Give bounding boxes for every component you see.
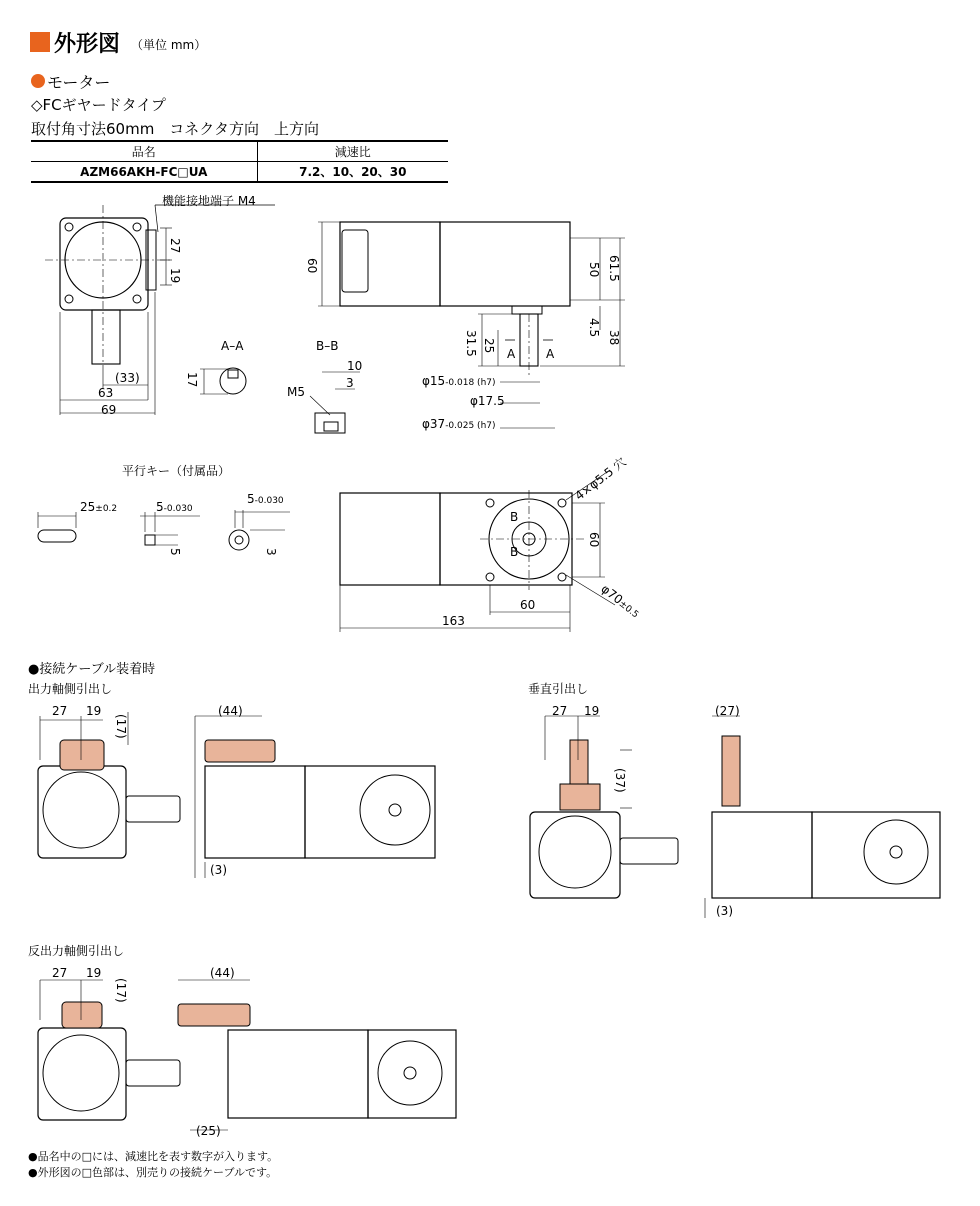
cell-model: AZM66AKH-FC□UA (31, 162, 257, 183)
m5-label: M5 (287, 385, 305, 399)
cable-dim-17: (17) (114, 714, 128, 739)
out-shaft-label: 出力軸側引出し (28, 682, 113, 696)
col-header-model: 品名 (31, 141, 257, 162)
keyway-depth: 3 (264, 548, 278, 556)
vert-dim-37: (37) (613, 768, 627, 793)
section-a-left: A (507, 347, 516, 361)
key-height: 5 (168, 548, 182, 556)
section-b-bottom: B (510, 545, 519, 559)
keyway-width: 5-0.030 (247, 492, 284, 506)
rev-dim-19: 19 (86, 966, 102, 980)
col-header-ratio: 減速比 (257, 141, 448, 162)
dim-50: 50 (587, 262, 601, 278)
rev-dim-44: (44) (210, 966, 235, 980)
ground-terminal-label: 機能接地端子 M4 (162, 194, 256, 208)
front-view (45, 205, 275, 415)
section-b-top: B (510, 510, 519, 524)
section-aa-label: A–A (221, 339, 244, 353)
category-heading: モーター (47, 73, 111, 92)
dim-phi15: φ15-0.018 (h7) (422, 374, 496, 388)
dim-60: 60 (305, 258, 319, 274)
type-heading: ◇FCギヤードタイプ (31, 96, 166, 114)
dim-17: 17 (185, 372, 199, 388)
vert-dim-3: (3) (716, 904, 733, 918)
page-title: 外形図 (54, 32, 121, 57)
mounting-heading: 取付角寸法60mm コネクタ方向 上方向 (31, 120, 320, 138)
key-width: 5-0.030 (156, 500, 193, 514)
vert-dim-19: 19 (584, 704, 600, 718)
section-views (200, 368, 360, 433)
dim-60-horizontal: 60 (520, 598, 536, 612)
dim-3: 3 (346, 376, 354, 390)
dim-10: 10 (347, 359, 363, 373)
unit-label: （単位 mm） (131, 38, 207, 52)
dim-33: (33) (115, 371, 140, 385)
dim-31-5: 31.5 (464, 330, 478, 357)
rev-dim-25: (25) (196, 1124, 221, 1138)
key-views (38, 510, 290, 550)
vertical-label: 垂直引出し (528, 682, 589, 696)
dim-25: 25 (482, 338, 496, 354)
section-bb-label: B–B (316, 339, 339, 353)
dim-phi17-5: φ17.5 (470, 394, 505, 408)
vert-dim-27: 27 (552, 704, 568, 718)
dim-19: 19 (168, 268, 182, 284)
cable-views (38, 712, 940, 1130)
dim-phi70: φ70±0.5 (598, 581, 641, 621)
vert-dim-27p: (27) (715, 704, 740, 718)
dim-4-5: 4.5 (587, 318, 601, 338)
dim-163: 163 (442, 614, 465, 628)
dim-phi37: φ37-0.025 (h7) (422, 417, 496, 431)
cable-dim-27: 27 (52, 704, 68, 718)
reverse-label: 反出力軸側引出し (28, 944, 125, 958)
note-cable: ●外形図の□色部は、別売りの接続ケーブルです。 (28, 1166, 278, 1179)
rev-dim-17: (17) (114, 978, 128, 1003)
key-title: 平行キー（付属品） (122, 464, 231, 478)
dim-38: 38 (607, 330, 621, 346)
holes-label: 4×φ5.5 穴 (572, 454, 629, 504)
dim-60-bottom: 60 (587, 532, 601, 548)
cable-dim-3: (3) (210, 863, 227, 877)
dim-69: 69 (101, 403, 117, 417)
rev-dim-27: 27 (52, 966, 68, 980)
section-a-right: A (546, 347, 555, 361)
dim-27: 27 (168, 238, 182, 254)
note-model: ●品名中の□には、減速比を表す数字が入ります。 (28, 1150, 279, 1163)
cell-ratio: 7.2、10、20、30 (257, 162, 448, 183)
dim-63: 63 (98, 386, 114, 400)
key-length: 25±0.2 (80, 500, 118, 514)
dim-61-5: 61.5 (607, 255, 621, 282)
cable-dim-19: 19 (86, 704, 102, 718)
cable-dim-44: (44) (218, 704, 243, 718)
cable-section-title: ●接続ケーブル装着時 (28, 662, 156, 677)
